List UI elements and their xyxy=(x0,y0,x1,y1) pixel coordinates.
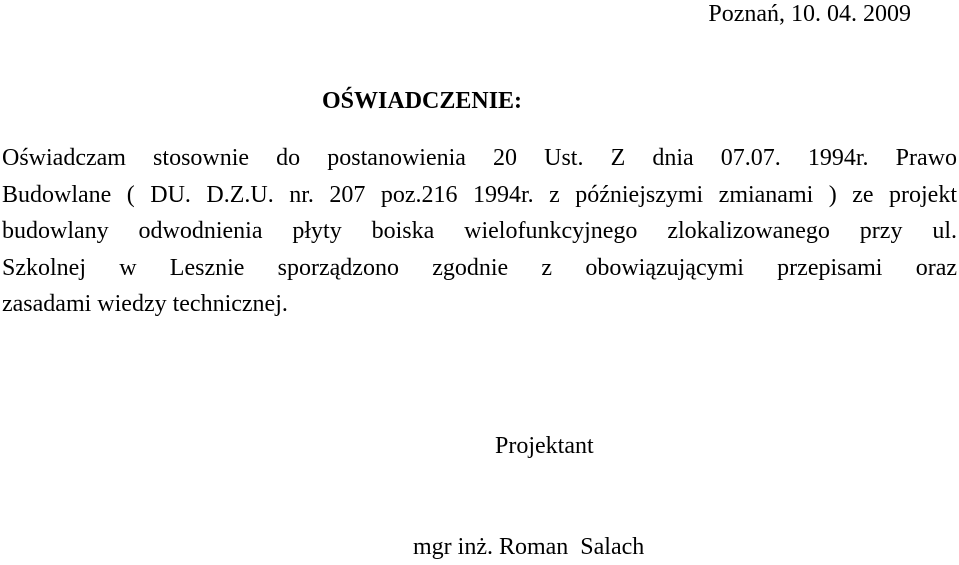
signer-role: Projektant xyxy=(495,433,594,459)
document-title: OŚWIADCZENIE: xyxy=(322,88,523,114)
declaration-line-4: Szkolnej w Lesznie sporządzono zgodnie z obowiązującymi przepisami oraz xyxy=(2,254,957,281)
declaration-line-5: zasadami wiedzy technicznej. xyxy=(2,291,288,317)
declaration-body xyxy=(2,140,957,323)
declaration-line-3: budowlany odwodnienia płyty boiska wielofunkcyjnego zlokalizowanego przy ul. xyxy=(2,218,957,244)
declaration-line-2: Budowlane ( DU. D.Z.U. nr. 207 poz.216 1994r. z późniejszymi zmianami ) ze projekt xyxy=(2,181,957,208)
signer-name: mgr inż. Roman Salach xyxy=(413,534,645,560)
declaration-line-1: Oświadczam stosownie do postanowienia 20 Ust. Z dnia 07.07. 1994r. Prawo xyxy=(2,145,957,171)
document-date: Poznań, 10. 04. 2009 xyxy=(708,1,911,27)
